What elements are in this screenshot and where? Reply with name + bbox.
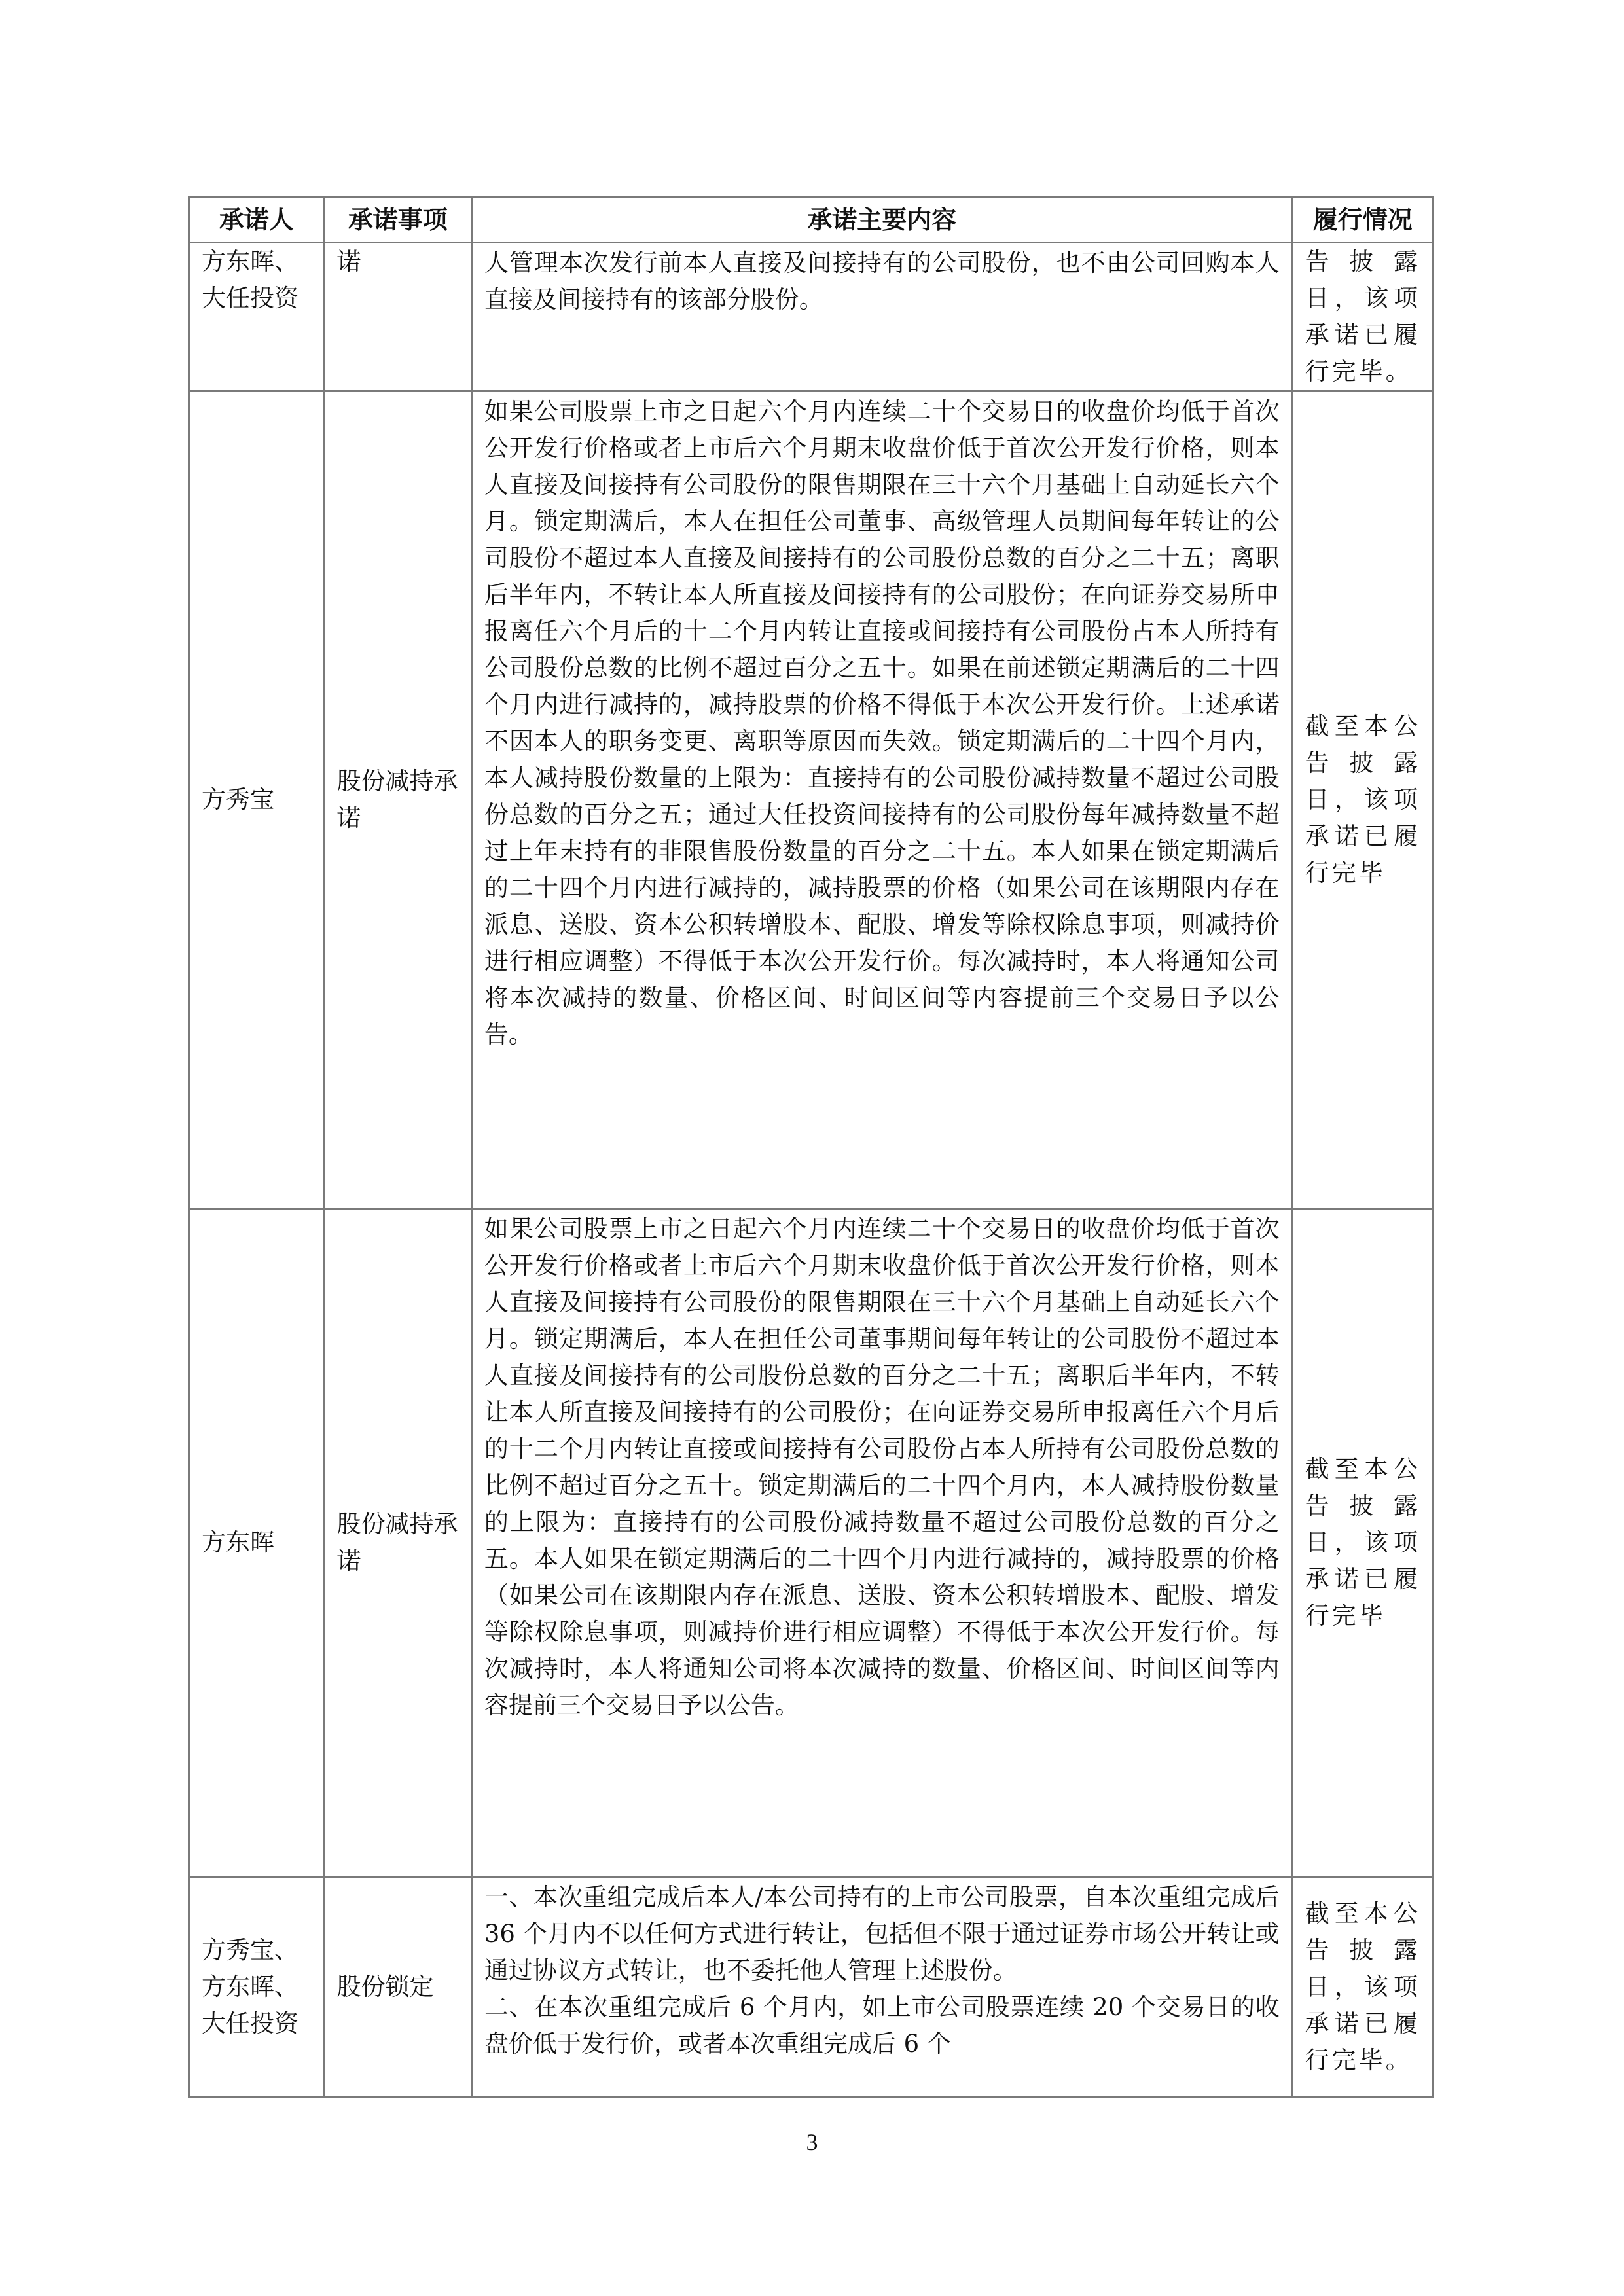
item-cell: 股份锁定 xyxy=(324,1877,471,2098)
table-row xyxy=(189,243,1434,391)
item-cell: 股份减持承诺 xyxy=(324,1209,471,1877)
status-cell: 告披露日，该项承诺已履行完毕。 xyxy=(1292,243,1433,391)
promisor-cell: 方东晖 xyxy=(189,1209,325,1877)
page-number: 3 xyxy=(806,2129,818,2155)
promisor-cell: 方东晖、大任投资 xyxy=(189,243,325,391)
content-paragraph: 一、本次重组完成后本人/本公司持有的上市公司股票，自本次重组完成后 36 个月内不以任何方式进行转让，包括但不限于通过证券市场公开转让或通过协议方式转让，也不委托他人管理上述股份。 xyxy=(484,1883,1280,1984)
item-cell: 股份减持承诺 xyxy=(324,391,471,1209)
status-cell: 截至本公告披露日，该项承诺已履行完毕 xyxy=(1292,391,1433,1209)
table-row xyxy=(189,1877,1434,2098)
status-cell: 截至本公告披露日，该项承诺已履行完毕 xyxy=(1292,1209,1433,1877)
table-header-row xyxy=(189,198,1434,243)
commitments-table xyxy=(188,196,1434,2098)
promisor-cell: 方秀宝 xyxy=(189,391,325,1209)
header-item: 承诺事项 xyxy=(324,198,471,243)
content-cell xyxy=(471,1877,1292,2098)
content-paragraph: 二、在本次重组完成后 6 个月内，如上市公司股票连续 20 个交易日的收盘价低于发行价，或者本次重组完成后 6 个 xyxy=(484,1993,1280,2058)
table-row xyxy=(189,1209,1434,1877)
header-content: 承诺主要内容 xyxy=(471,198,1292,243)
item-cell: 诺 xyxy=(324,243,471,391)
header-status: 履行情况 xyxy=(1292,198,1433,243)
status-cell: 截至本公告披露日，该项承诺已履行完毕。 xyxy=(1292,1877,1433,2098)
content-cell: 如果公司股票上市之日起六个月内连续二十个交易日的收盘价均低于首次公开发行价格或者上市后六个月期末收盘价低于首次公开发行价格，则本人直接及间接持有公司股份的限售期限在三十六个月基础上自动延长六个月。锁定期满后，本人在担任公司董事、高级管理人员期间每年转让的公司股份不超过本人直接及间接持有的公司股份总数的百分之二十五；离职后半年内，不转让本人所直接及间接持有的公司股份；在向证券交易所申报离任六个月后的十二个月内转让直接或间接持有公司股份占本人所持有公司股份总数的比例不超过百分之五十。如果在前述锁定期满后的二十四个月内进行减持的，减持股票的价格不得低于本次公开发行价。上述承诺不因本人的职务变更、离职等原因而失效。锁定期满后的二十四个月内，本人减持股份数量的上限为：直接持有的公司股份减持数量不超过公司股份总数的百分之五；通过大任投资间接持有的公司股份每年减持数量不超过上年末持有的非限售股份数量的百分之二十五。本人如果在锁定期满后的二十四个月内进行减持的，减持股票的价格（如果公司在该期限内存在派息、送股、资本公积转增股本、配股、增发等除权除息事项，则减持价进行相应调整）不得低于本次公开发行价。每次减持时，本人将通知公司将本次减持的数量、价格区间、时间区间等内容提前三个交易日予以公告。 xyxy=(471,391,1292,1209)
content-cell: 如果公司股票上市之日起六个月内连续二十个交易日的收盘价均低于首次公开发行价格或者上市后六个月期末收盘价低于首次公开发行价格，则本人直接及间接持有公司股份的限售期限在三十六个月基础上自动延长六个月。锁定期满后，本人在担任公司董事期间每年转让的公司股份不超过本人直接及间接持有的公司股份总数的百分之二十五；离职后半年内，不转让本人所直接及间接持有的公司股份；在向证券交易所申报离任六个月后的十二个月内转让直接或间接持有公司股份占本人所持有公司股份总数的比例不超过百分之五十。锁定期满后的二十四个月内，本人减持股份数量的上限为：直接持有的公司股份减持数量不超过公司股份总数的百分之五。本人如果在锁定期满后的二十四个月内进行减持的，减持股票的价格（如果公司在该期限内存在派息、送股、资本公积转增股本、配股、增发等除权除息事项，则减持价进行相应调整）不得低于本次公开发行价。每次减持时，本人将通知公司将本次减持的数量、价格区间、时间区间等内容提前三个交易日予以公告。 xyxy=(471,1209,1292,1877)
header-promisor: 承诺人 xyxy=(189,198,325,243)
promisor-cell: 方秀宝、方东晖、大任投资 xyxy=(189,1877,325,2098)
content-cell: 人管理本次发行前本人直接及间接持有的公司股份，也不由公司回购本人直接及间接持有的该部分股份。 xyxy=(471,243,1292,391)
table-row xyxy=(189,391,1434,1209)
